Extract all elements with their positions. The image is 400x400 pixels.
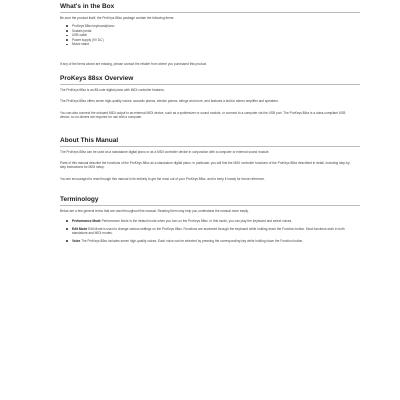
about-heading: About This Manual bbox=[60, 136, 360, 147]
bullet-icon bbox=[66, 44, 68, 46]
bullet-icon bbox=[66, 240, 68, 242]
about-paragraph-2: Parts of this manual describe the functions of the ProKeys 88sx as a standalone digital piano. In particular, you will find the MIDI controller functions of the ProKeys 88sx described in detail, including step-by-step instructions for MIDI setup. bbox=[60, 161, 351, 170]
bullet-icon bbox=[66, 30, 68, 32]
terms-list bbox=[66, 219, 356, 247]
term-text: Edit Mode is used to change various settings on the ProKeys 88sx. Functions are accessed through the keyboard while holding down the Function button. Most functions work in both standalone and MIDI modes. bbox=[72, 226, 345, 236]
contents-item: Sustain pedal bbox=[72, 28, 92, 33]
contents-item: Music stand bbox=[72, 42, 90, 47]
terminology-heading: Terminology bbox=[60, 195, 360, 206]
overview-paragraph-3: You can also connect the onboard MIDI output to an external MIDI device, such as a synthesizer or sound module, or connect to a computer via the USB port. The ProKeys 88sx is a class-compliant USB device, so no drivers are required for use with a computer. bbox=[60, 111, 346, 120]
list-item bbox=[66, 42, 354, 47]
whats-in-the-box-heading: What's in the Box bbox=[60, 2, 360, 13]
bullet-icon bbox=[66, 39, 68, 41]
bullet-icon bbox=[66, 25, 68, 27]
term-text: The ProKeys 88sx includes seven high-quality voices. Each voice can be selected by pressing the corresponding key while holding down the Function button. bbox=[81, 239, 304, 243]
contents-item: Power supply (9V DC) bbox=[72, 37, 104, 42]
overview-paragraph-1: The ProKeys 88sx is an 88-note digital piano with MIDI controller features. bbox=[60, 88, 165, 92]
contents-item: USB cable bbox=[72, 33, 88, 38]
term-label: Edit Mode bbox=[72, 226, 88, 231]
contents-note: If any of the items above are missing, please contact the retailer from where you purchased this product. bbox=[60, 62, 208, 66]
term-label: Performance Mode bbox=[72, 219, 101, 223]
contents-intro: Be sure the product itself, the ProKeys 88sx package contain the following items: bbox=[60, 16, 175, 20]
terminology-intro: Below are a few general terms that are used throughout this manual. Reading them may help you understand the manual more easily. bbox=[60, 209, 249, 213]
about-paragraph-1: The ProKeys 88sx can be used as a standalone digital piano or as a MIDI controller device in conjunction with a computer or external sound module. bbox=[60, 150, 270, 154]
overview-heading: ProKeys 88sx Overview bbox=[60, 74, 360, 85]
term-text: Performance Mode is the default mode when you turn on the ProKeys 88sx. In this mode, you can play the keyboard and select voices. bbox=[101, 219, 293, 223]
bullet-icon bbox=[66, 35, 68, 37]
bullet-icon bbox=[66, 220, 68, 222]
contents-item: ProKeys 88sx keyboard/piano bbox=[72, 24, 115, 28]
list-item bbox=[66, 227, 356, 236]
bullet-icon bbox=[66, 228, 68, 230]
overview-paragraph-2: The ProKeys 88sx offers seven high-quality voices: acoustic pianos, electric pianos, strings and more, and features a built-in stereo amplifier and speakers. bbox=[60, 99, 279, 103]
about-paragraph-3: You are encouraged to read through this manual in its entirety to get the most out of your ProKeys 88sx, and to keep it handy for future reference. bbox=[60, 177, 265, 181]
list-item bbox=[66, 239, 356, 243]
list-item bbox=[66, 219, 356, 223]
contents-list bbox=[66, 24, 354, 47]
term-label: Voice bbox=[72, 239, 81, 243]
